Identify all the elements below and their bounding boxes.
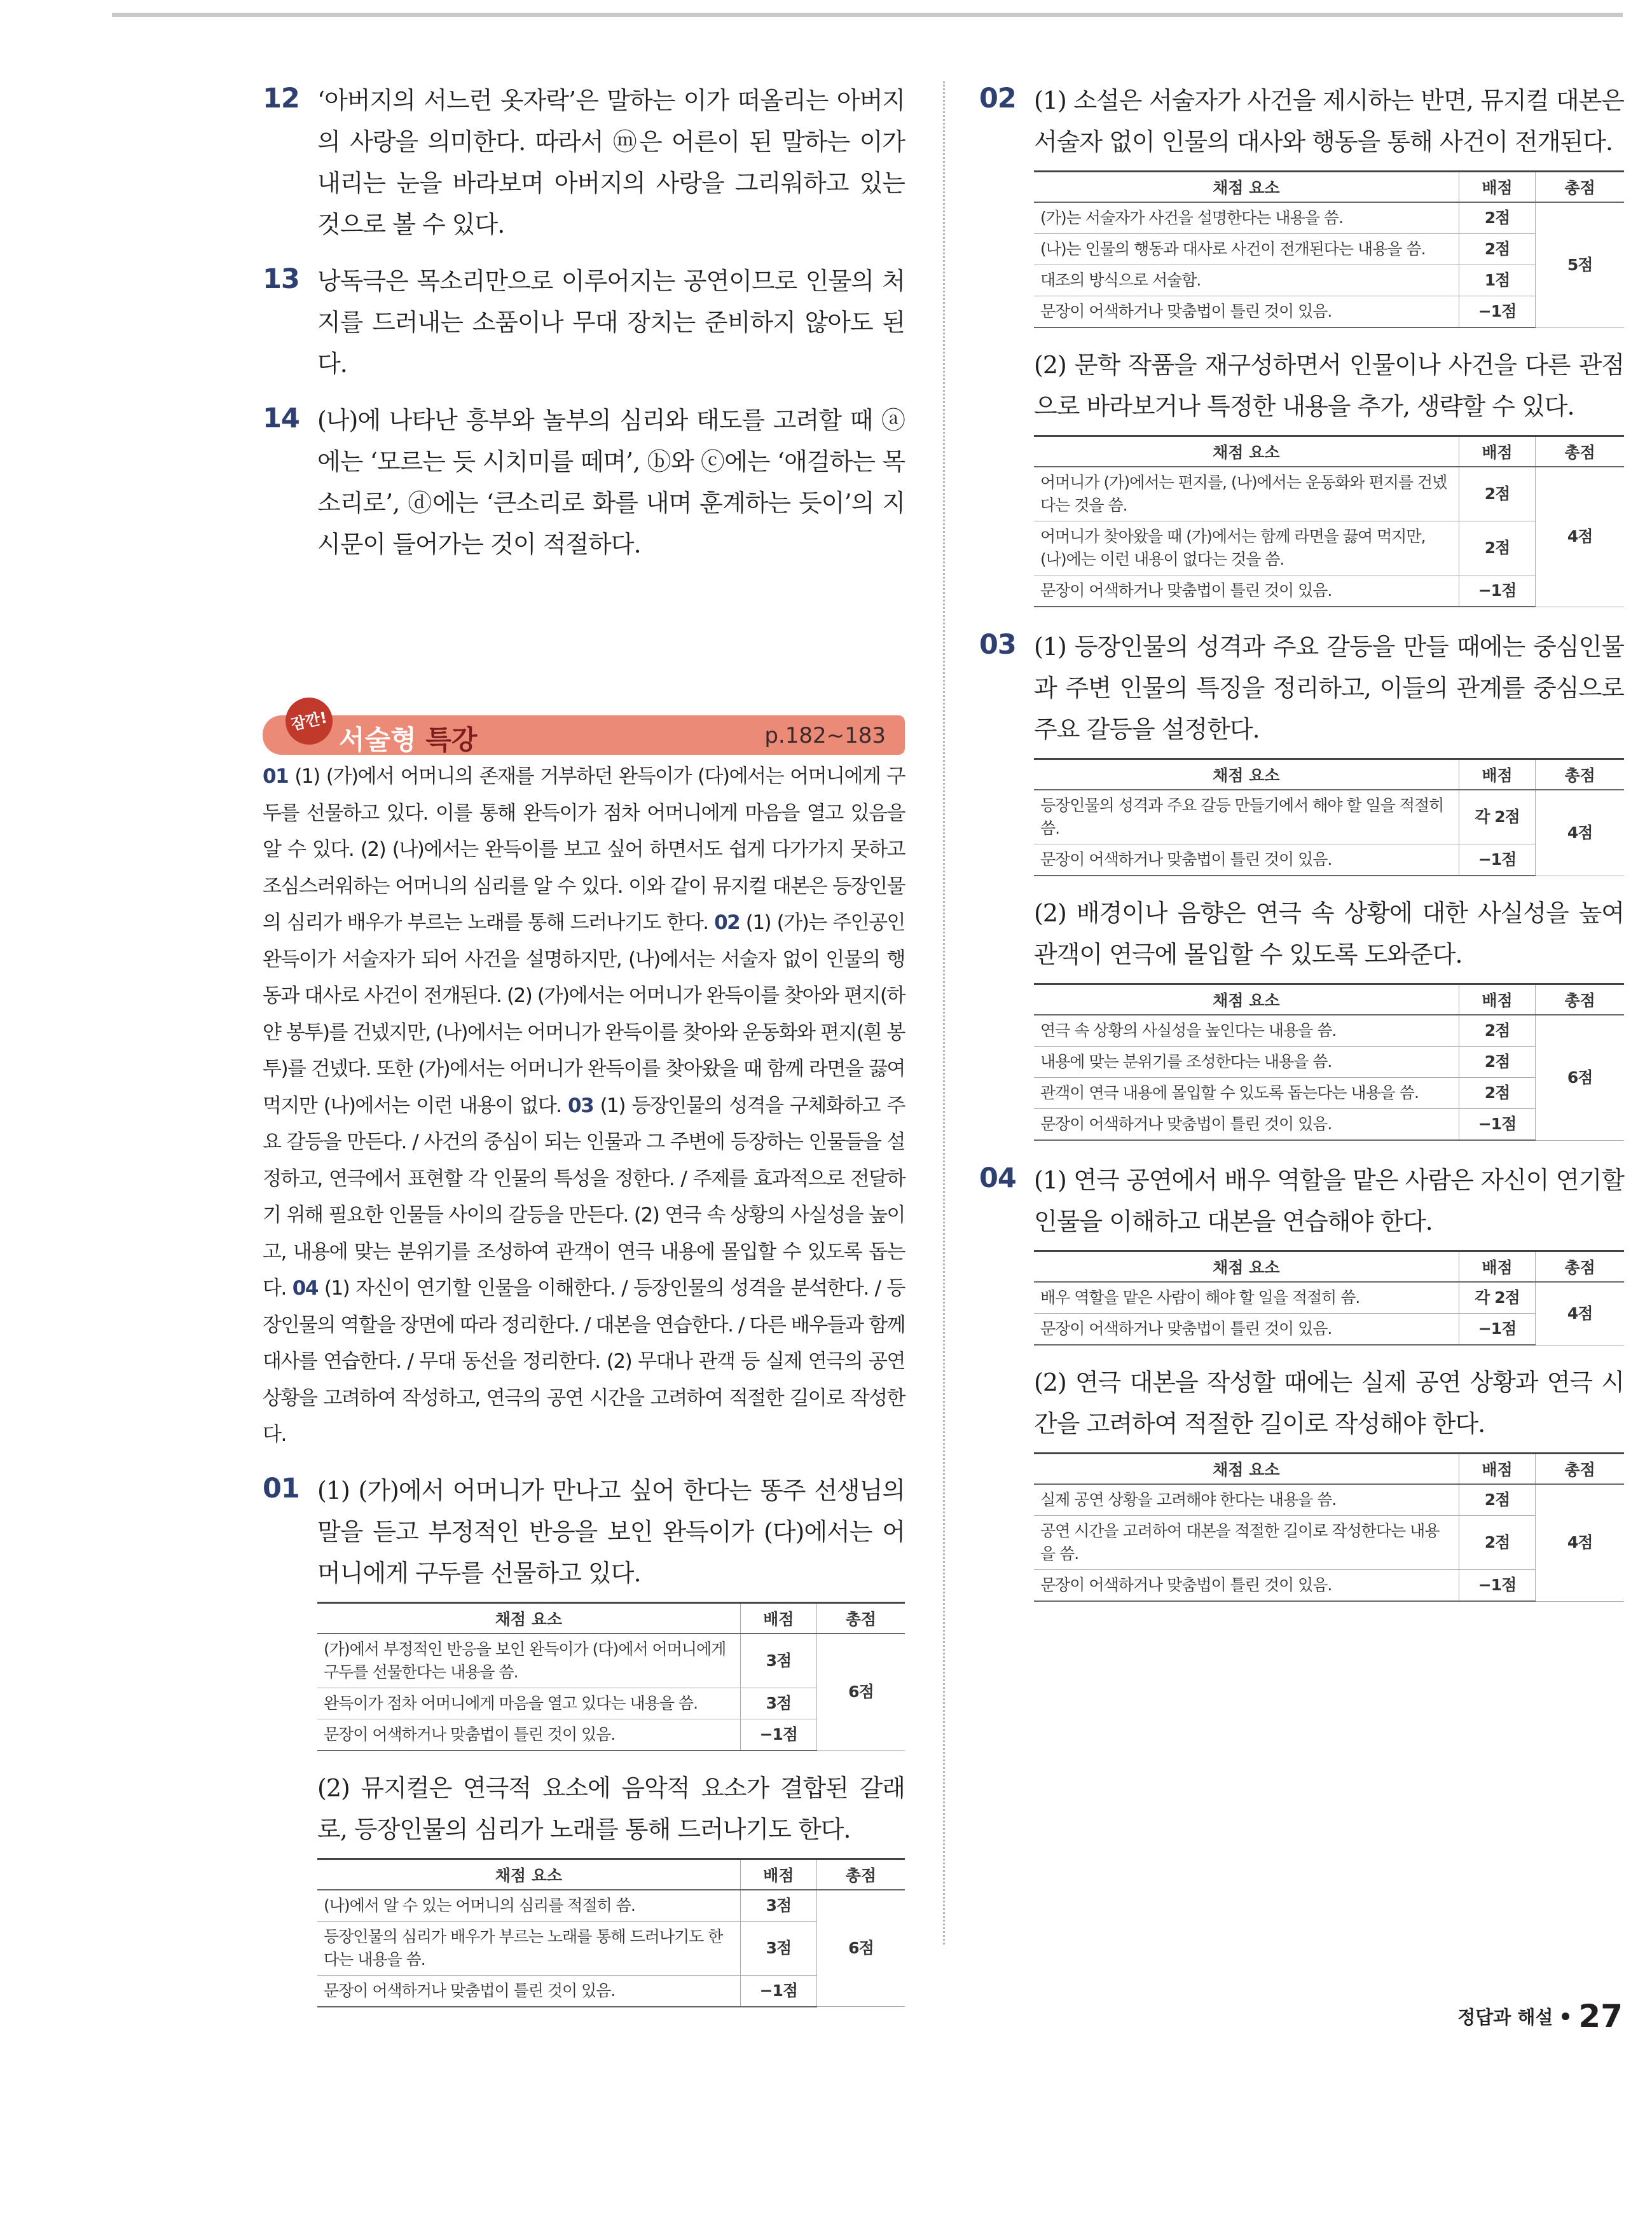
criterion: 완득이가 점차 어머니에게 마음을 열고 있다는 내용을 씀. bbox=[317, 1688, 740, 1719]
table-row bbox=[1034, 1484, 1624, 1516]
table-header-row bbox=[1034, 759, 1624, 790]
table-header-row bbox=[317, 1859, 905, 1890]
score: 2점 bbox=[1459, 1516, 1536, 1570]
rubric-table bbox=[317, 1602, 905, 1751]
score: 2점 bbox=[1459, 1484, 1536, 1516]
header-item: 채점 요소 bbox=[317, 1859, 740, 1890]
answer-text: (1) 연극 공연에서 배우 역할을 맡은 사람은 자신이 연기할 인물을 이해하고 대본을 연습해야 한다. bbox=[1034, 1166, 1624, 1235]
criterion: 문장이 어색하거나 맞춤법이 틀린 것이 있음. bbox=[1034, 844, 1459, 876]
table-row bbox=[1034, 467, 1624, 521]
criterion: 대조의 방식으로 서술함. bbox=[1034, 265, 1459, 296]
score: −1점 bbox=[740, 1719, 816, 1751]
answer-text: (나)에 나타난 흥부와 놀부의 심리와 태도를 고려할 때 ⓐ에는 ‘모르는 듯 시치미를 떼며’, ⓑ와 ⓒ에는 ‘애걸하는 목소리로’, ⓓ에는 ‘큰소리로 화를 내며 훈계하는 듯이’의 지시문이 들어가는 것이 적절하다. bbox=[317, 406, 905, 558]
total: 5점 bbox=[1536, 202, 1624, 327]
answer-04 bbox=[979, 1160, 1624, 1602]
page-footer bbox=[1457, 1998, 1623, 2035]
score: −1점 bbox=[1459, 1109, 1536, 1141]
answer-text: (2) 문학 작품을 재구성하면서 인물이나 사건을 다른 관점으로 바라보거나 특정한 내용을 추가, 생략할 수 있다. bbox=[1034, 351, 1624, 420]
score: −1점 bbox=[1459, 296, 1536, 328]
question-number: 01 bbox=[263, 1472, 299, 1504]
rubric-table bbox=[1034, 1250, 1624, 1346]
score: 각 2점 bbox=[1459, 1282, 1536, 1314]
rubric-table bbox=[1034, 758, 1624, 876]
criterion: (가)에서 부정적인 반응을 보인 완득이가 (다)에서 어머니에게 구두를 선물한다는 내용을 씀. bbox=[317, 1634, 740, 1688]
table-header-row bbox=[1034, 984, 1624, 1015]
left-column bbox=[263, 80, 905, 2024]
criterion: 내용에 맞는 분위기를 조성한다는 내용을 씀. bbox=[1034, 1047, 1459, 1078]
criterion: 어머니가 찾아왔을 때 (가)에서는 함께 라면을 끓여 먹지만, (나)에는 이런 내용이 없다는 것을 씀. bbox=[1034, 521, 1459, 575]
total: 6점 bbox=[816, 1890, 905, 2007]
criterion: 문장이 어색하거나 맞춤법이 틀린 것이 있음. bbox=[1034, 1109, 1459, 1141]
summary-text: (1) (가)는 주인공인 완득이가 서술자가 되어 사건을 설명하지만, (나)에서는 서술자 없이 인물의 행동과 대사로 사건이 전개된다. (2) (가)에서는 어머니가 완득이를 찾아와 편지(하얀 봉투)를 건넸지만, (나)에서는 어머니가 완득이를 찾아와 운동화와 편지(흰 봉투)를 건넸다. 또한 (가)에서는 어머니가 완득이를 찾아왔을 때 함께 라면을 끓여 먹지만 (나)에서는 이런 내용이 없다. bbox=[263, 911, 905, 1117]
criterion: 배우 역할을 맡은 사람이 해야 할 일을 적절히 씀. bbox=[1034, 1282, 1459, 1314]
table-row bbox=[1034, 202, 1624, 234]
criterion: 연극 속 상황의 사실성을 높인다는 내용을 씀. bbox=[1034, 1015, 1459, 1047]
table-header-row bbox=[1034, 1454, 1624, 1485]
answer-text: (1) 등장인물의 성격과 주요 갈등을 만들 때에는 중심인물과 주변 인물의 특징을 정리하고, 이들의 관계를 중심으로 주요 갈등을 설정한다. bbox=[1034, 633, 1624, 743]
answer-14 bbox=[263, 400, 905, 565]
score: −1점 bbox=[1459, 575, 1536, 607]
answer-03 bbox=[979, 626, 1624, 1141]
criterion: 문장이 어색하거나 맞춤법이 틀린 것이 있음. bbox=[1034, 296, 1459, 328]
criterion: 문장이 어색하거나 맞춤법이 틀린 것이 있음. bbox=[1034, 1570, 1459, 1602]
total: 6점 bbox=[816, 1634, 905, 1751]
answer-text: (2) 뮤지컬은 연극적 요소에 음악적 요소가 결합된 갈래로, 등장인물의 심리가 노래를 통해 드러나기도 한다. bbox=[317, 1773, 905, 1843]
answer-text: (2) 연극 대본을 작성할 때에는 실제 공연 상황과 연극 시간을 고려하여 적절한 길이로 작성해야 한다. bbox=[1034, 1368, 1624, 1438]
header-score: 배점 bbox=[1459, 984, 1536, 1015]
answer-text: (1) (가)에서 어머니가 만나고 싶어 한다는 똥주 선생님의 말을 듣고 부정적인 반응을 보인 완득이가 (다)에서는 어머니에게 구두를 선물하고 있다. bbox=[317, 1476, 905, 1587]
criterion: (나)에서 알 수 있는 어머니의 심리를 적절히 씀. bbox=[317, 1890, 740, 1922]
rubric-table bbox=[1034, 170, 1624, 328]
page-number: 27 bbox=[1578, 1998, 1623, 2035]
header-item: 채점 요소 bbox=[1034, 172, 1459, 203]
header-score: 배점 bbox=[1459, 1454, 1536, 1485]
banner-title-main: 서술형 bbox=[339, 724, 416, 755]
criterion: 등장인물의 심리가 배우가 부르는 노래를 통해 드러나기도 한다는 내용을 씀. bbox=[317, 1921, 740, 1975]
criterion: 공연 시간을 고려하여 대본을 적절한 길이로 작성한다는 내용을 씀. bbox=[1034, 1516, 1459, 1570]
table-row bbox=[317, 1634, 905, 1688]
score: 2점 bbox=[1459, 521, 1536, 575]
special-lecture-banner bbox=[263, 708, 905, 755]
banner-title-highlight: 특강 bbox=[425, 724, 478, 755]
criterion: 어머니가 (가)에서는 편지를, (나)에서는 운동화와 편지를 건넸다는 것을 씀. bbox=[1034, 467, 1459, 521]
summary-text: (1) 자신이 연기할 인물을 이해한다. / 등장인물의 성격을 분석한다. / 등장인물의 역할을 장면에 따라 정리한다. / 대본을 연습한다. / 다른 배우들과 함께 대사를 연습한다. / 무대 동선을 정리한다. (2) 무대나 관객 등 실제 연극의 공연 상황을 고려하여 작성하고, 연극의 공연 시간을 고려하여 적절한 길이로 작성한다. bbox=[263, 1277, 905, 1446]
criterion: 실제 공연 상황을 고려해야 한다는 내용을 씀. bbox=[1034, 1484, 1459, 1516]
footer-label: 정답과 해설 bbox=[1457, 2006, 1553, 2028]
summary-text: (1) 등장인물의 성격을 구체화하고 주요 갈등을 만든다. / 사건의 중심이 되는 인물과 그 주변에 등장하는 인물들을 설정하고, 연극에서 표현할 각 인물의 특성을 정한다. / 주제를 효과적으로 전달하기 위해 필요한 인물들 사이의 갈등을 만든다. (2) 연극 속 상황의 사실성을 높이고, 내용에 맞는 분위기를 조성하여 관객이 연극 내용에 몰입할 수 있도록 돕는다. bbox=[263, 1094, 905, 1300]
question-number: 12 bbox=[263, 83, 299, 114]
summary-number: 02 bbox=[714, 911, 740, 934]
summary-text: (1) (가)에서 어머니의 존재를 거부하던 완득이가 (다)에서는 어머니에게 구두를 선물하고 있다. 이를 통해 완득이가 점차 어머니에게 마음을 열고 있음을 알 수 있다. (2) (나)에서는 완득이를 보고 싶어 하면서도 쉽게 다가가지 못하고 조심스러워하는 어머니의 심리를 알 수 있다. 이와 같이 뮤지컬 대본은 등장인물의 심리가 배우가 부르는 노래를 통해 드러나기도 한다. bbox=[263, 765, 905, 934]
answer-text: ‘아버지의 서느런 옷자락’은 말하는 이가 떠올리는 아버지의 사랑을 의미한다. 따라서 ⓜ은 어른이 된 말하는 이가 내리는 눈을 바라보며 아버지의 사랑을 그리워하고 있는 것으로 볼 수 있다. bbox=[317, 86, 905, 238]
question-number: 13 bbox=[263, 263, 299, 295]
score: −1점 bbox=[740, 1975, 816, 2007]
banner-title bbox=[339, 719, 478, 757]
table-row bbox=[1034, 790, 1624, 844]
score: 3점 bbox=[740, 1921, 816, 1975]
header-item: 채점 요소 bbox=[1034, 759, 1459, 790]
header-score: 배점 bbox=[1459, 436, 1536, 467]
banner-page-ref: p.182~183 bbox=[764, 723, 886, 748]
score: 2점 bbox=[1459, 1047, 1536, 1078]
table-header-row bbox=[1034, 1251, 1624, 1283]
score: 3점 bbox=[740, 1890, 816, 1922]
answer-text: (2) 배경이나 음향은 연극 속 상황에 대한 사실성을 높여 관객이 연극에 몰입할 수 있도록 도와준다. bbox=[1034, 899, 1624, 968]
summary-number: 01 bbox=[263, 765, 289, 788]
answer-text: (1) 소설은 서술자가 사건을 제시하는 반면, 뮤지컬 대본은 서술자 없이 인물의 대사와 행동을 통해 사건이 전개된다. bbox=[1034, 86, 1624, 156]
total: 4점 bbox=[1536, 1282, 1624, 1345]
score: −1점 bbox=[1459, 1314, 1536, 1346]
header-item: 채점 요소 bbox=[1034, 1251, 1459, 1283]
top-rule bbox=[112, 13, 1623, 17]
criterion: 등장인물의 성격과 주요 갈등 만들기에서 해야 할 일을 적절히 씀. bbox=[1034, 790, 1459, 844]
criterion: 관객이 연극 내용에 몰입할 수 있도록 돕는다는 내용을 씀. bbox=[1034, 1078, 1459, 1109]
rubric-table bbox=[1034, 1452, 1624, 1602]
score: 3점 bbox=[740, 1634, 816, 1688]
table-row bbox=[1034, 1015, 1624, 1047]
table-header-row bbox=[317, 1602, 905, 1634]
answer-12 bbox=[263, 80, 905, 245]
score: 2점 bbox=[1459, 1015, 1536, 1047]
score: 2점 bbox=[1459, 202, 1536, 234]
answer-02 bbox=[979, 80, 1624, 607]
summary-number: 04 bbox=[292, 1277, 318, 1300]
total: 4점 bbox=[1536, 1484, 1624, 1601]
header-total: 총점 bbox=[1536, 984, 1624, 1015]
header-score: 배점 bbox=[1459, 172, 1536, 203]
question-number: 14 bbox=[263, 403, 299, 434]
badge-icon: 잠깐! bbox=[281, 693, 337, 749]
table-header-row bbox=[1034, 436, 1624, 467]
header-total: 총점 bbox=[1536, 1454, 1624, 1485]
header-item: 채점 요소 bbox=[1034, 436, 1459, 467]
score: 각 2점 bbox=[1459, 790, 1536, 844]
table-row bbox=[317, 1890, 905, 1922]
header-score: 배점 bbox=[1459, 1251, 1536, 1283]
score: −1점 bbox=[1459, 844, 1536, 876]
header-total: 총점 bbox=[816, 1602, 905, 1634]
criterion: 문장이 어색하거나 맞춤법이 틀린 것이 있음. bbox=[317, 1719, 740, 1751]
answer-13 bbox=[263, 261, 905, 385]
bullet-icon bbox=[1562, 2013, 1569, 2020]
header-item: 채점 요소 bbox=[1034, 1454, 1459, 1485]
header-total: 총점 bbox=[1536, 172, 1624, 203]
header-total: 총점 bbox=[1536, 436, 1624, 467]
rubric-table bbox=[1034, 983, 1624, 1141]
header-item: 채점 요소 bbox=[1034, 984, 1459, 1015]
header-item: 채점 요소 bbox=[317, 1602, 740, 1634]
rubric-table bbox=[317, 1858, 905, 2007]
header-total: 총점 bbox=[1536, 1251, 1624, 1283]
table-row bbox=[1034, 1282, 1624, 1314]
total: 4점 bbox=[1536, 790, 1624, 876]
summary-paragraph bbox=[263, 759, 905, 1454]
answer-01 bbox=[263, 1470, 905, 2007]
score: 3점 bbox=[740, 1688, 816, 1719]
criterion: 문장이 어색하거나 맞춤법이 틀린 것이 있음. bbox=[317, 1975, 740, 2007]
rubric-table bbox=[1034, 435, 1624, 607]
total: 4점 bbox=[1536, 467, 1624, 607]
question-number: 04 bbox=[979, 1162, 1016, 1194]
header-score: 배점 bbox=[740, 1859, 816, 1890]
criterion: (가)는 서술자가 사건을 설명한다는 내용을 씀. bbox=[1034, 202, 1459, 234]
score: 2점 bbox=[1459, 1078, 1536, 1109]
criterion: 문장이 어색하거나 맞춤법이 틀린 것이 있음. bbox=[1034, 575, 1459, 607]
question-number: 02 bbox=[979, 83, 1016, 114]
header-total: 총점 bbox=[816, 1859, 905, 1890]
column-divider bbox=[943, 81, 945, 1944]
header-score: 배점 bbox=[740, 1602, 816, 1634]
header-total: 총점 bbox=[1536, 759, 1624, 790]
criterion: (나)는 인물의 행동과 대사로 사건이 전개된다는 내용을 씀. bbox=[1034, 234, 1459, 265]
score: 2점 bbox=[1459, 467, 1536, 521]
score: −1점 bbox=[1459, 1570, 1536, 1602]
score: 1점 bbox=[1459, 265, 1536, 296]
table-header-row bbox=[1034, 172, 1624, 203]
question-number: 03 bbox=[979, 629, 1016, 661]
total: 6점 bbox=[1536, 1015, 1624, 1140]
header-score: 배점 bbox=[1459, 759, 1536, 790]
answer-text: 낭독극은 목소리만으로 이루어지는 공연이므로 인물의 처지를 드러내는 소품이나 무대 장치는 준비하지 않아도 된다. bbox=[317, 267, 905, 378]
summary-number: 03 bbox=[568, 1094, 594, 1117]
right-column bbox=[979, 80, 1624, 1618]
score: 2점 bbox=[1459, 234, 1536, 265]
criterion: 문장이 어색하거나 맞춤법이 틀린 것이 있음. bbox=[1034, 1314, 1459, 1346]
